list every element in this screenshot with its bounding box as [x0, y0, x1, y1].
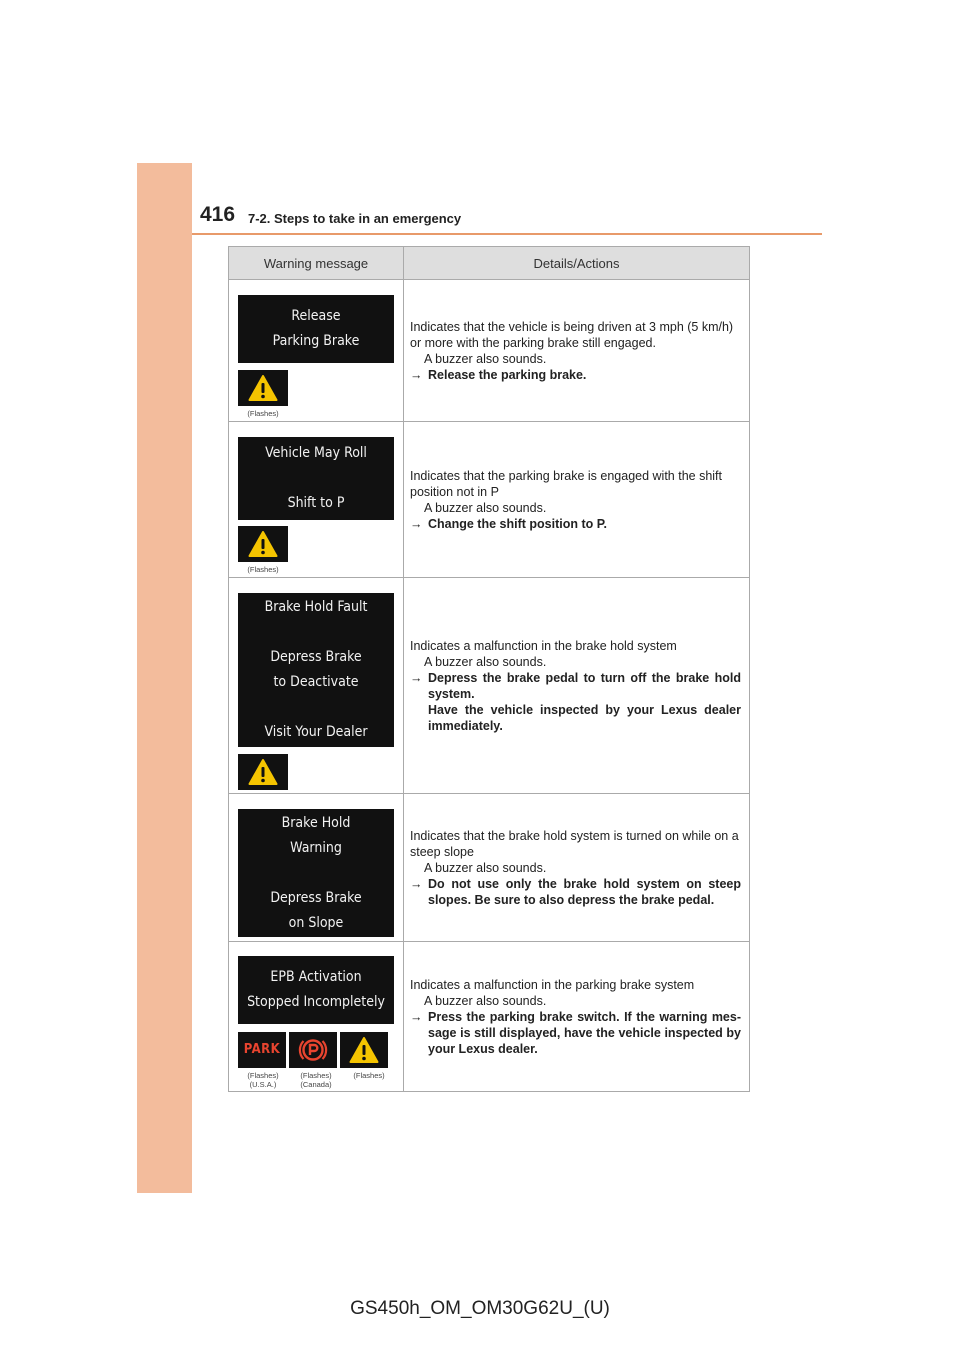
message-cell: [229, 794, 404, 942]
flashes-label: (Flashes): [247, 409, 279, 418]
screen-line: on Slope: [288, 914, 344, 931]
arrow-icon: →: [410, 1009, 423, 1024]
parking-brake-p-icon: [289, 1032, 337, 1068]
screen-line: Brake Hold Fault: [264, 599, 368, 615]
arrow-icon: →: [410, 367, 423, 382]
screen-line: Vehicle May Roll: [265, 444, 367, 461]
action-line: [410, 1009, 741, 1057]
screen-line: Visit Your Dealer: [264, 724, 368, 740]
action-text: Change the shift position to P.: [428, 516, 607, 531]
details-cell: [404, 942, 750, 1092]
description-text: Indicates a malfunction in the parking brake system: [410, 977, 695, 992]
buzzer-note: A buzzer also sounds.: [424, 993, 547, 1008]
section-title: 7-2. Steps to take in an emergency: [248, 211, 462, 226]
park-indicator-icon: [238, 1032, 286, 1068]
warning-icon: [238, 370, 288, 406]
action-text: Press the parking brake switch. If the warning mes- sage is still displayed, have the vehicle inspected by your Lexus dealer.: [428, 1009, 741, 1056]
display-screen: [238, 295, 394, 363]
header-rule: [192, 233, 822, 235]
action-text: Release the parking brake.: [428, 367, 587, 382]
warning-icon: [238, 754, 288, 790]
screen-line: Parking Brake: [272, 333, 360, 349]
table-row: [229, 422, 750, 578]
screen-line: Depress Brake: [270, 649, 362, 665]
action-line: [410, 670, 741, 702]
screen-line: Stopped Incompletely: [247, 993, 385, 1010]
screen-line: Warning: [290, 839, 342, 856]
flashes-label: (Flashes): [300, 1070, 332, 1080]
arrow-icon: →: [410, 516, 423, 531]
display-screen: [238, 809, 394, 937]
table-row: [229, 794, 750, 942]
table-row: [229, 280, 750, 422]
message-cell: [229, 942, 404, 1092]
details-cell: [404, 280, 750, 422]
action-text: Depress the brake pedal to turn off the brake hold system.: [428, 670, 741, 701]
details-cell: [404, 794, 750, 942]
display-screen: [238, 437, 394, 520]
flashes-label: (Flashes): [353, 1070, 385, 1080]
flashes-label: (Flashes): [247, 1070, 279, 1080]
display-screen: [238, 593, 394, 747]
message-cell: [229, 578, 404, 794]
region-label: (Canada): [300, 1079, 332, 1089]
buzzer-note: A buzzer also sounds.: [424, 351, 547, 366]
icon-caption: [291, 1071, 341, 1089]
screen-line: to Deactivate: [273, 674, 359, 690]
screen-line: EPB Activation: [270, 968, 362, 985]
arrow-icon: →: [410, 670, 423, 685]
action-line: [410, 367, 741, 383]
arrow-icon: →: [410, 876, 423, 891]
document-id-footer: GS450h_OM_OM30G62U_(U): [350, 1298, 610, 1319]
display-screen: [238, 956, 394, 1024]
warning-icon: [340, 1032, 388, 1068]
description-text: Indicates that the parking brake is engaged with the shift position not in P: [410, 468, 722, 499]
action-line: [410, 876, 741, 908]
details-cell: [404, 422, 750, 578]
column-header-warning-message: Warning message: [229, 247, 404, 280]
warning-message-table: [228, 246, 750, 1092]
page-number: 416: [200, 203, 236, 226]
screen-line: Brake Hold: [281, 814, 351, 831]
flashes-label: (Flashes): [247, 564, 279, 574]
buzzer-note: A buzzer also sounds.: [424, 654, 547, 669]
screen-line: Release: [291, 308, 341, 324]
screen-line: Depress Brake: [270, 889, 362, 906]
park-indicator-text: PARK: [243, 1042, 281, 1057]
message-cell: [229, 422, 404, 578]
icon-caption: [238, 1071, 288, 1089]
screen-line: Shift to P: [287, 494, 345, 511]
action-text-secondary: Have the vehicle inspected by your Lexus dealer immediately.: [428, 702, 741, 733]
description-text: Indicates that the brake hold system is turned on while on a steep slope: [410, 828, 739, 859]
region-label: (U.S.A.): [249, 1079, 277, 1089]
buzzer-note: A buzzer also sounds.: [424, 500, 547, 515]
column-header-details: Details/Actions: [404, 247, 750, 280]
warning-icon: [238, 526, 288, 562]
table-row: [229, 578, 750, 794]
details-cell: [404, 578, 750, 794]
description-text: Indicates a malfunction in the brake hold system: [410, 638, 677, 653]
table-row: [229, 942, 750, 1092]
table-header-row: [229, 247, 750, 280]
side-tab-band: [137, 163, 192, 1193]
message-cell: [229, 280, 404, 422]
action-line: [410, 516, 741, 532]
action-text: Do not use only the brake hold system on steep slopes. Be sure to also depress the brake pedal.: [428, 876, 741, 907]
description-text: Indicates that the vehicle is being driven at 3 mph (5 km/h) or more with the parking brake still engaged.: [410, 319, 734, 350]
icon-caption: [344, 1071, 394, 1089]
buzzer-note: A buzzer also sounds.: [424, 860, 547, 875]
